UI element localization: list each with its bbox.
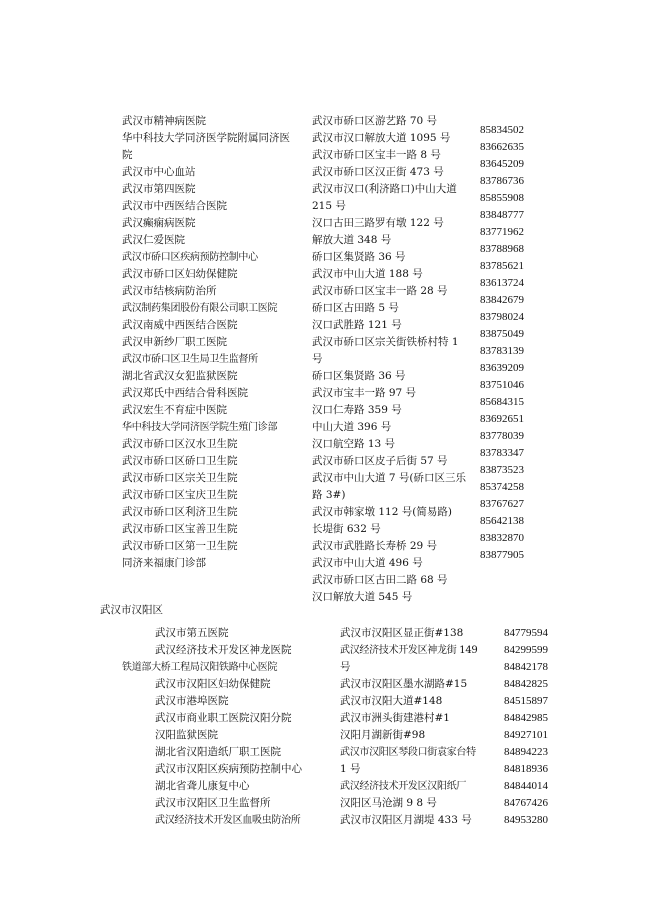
hospital-address: 武汉市汉阳区显正街#138 bbox=[340, 627, 464, 639]
hospital-name: 武汉市硚口区汉水卫生院 bbox=[122, 438, 238, 450]
hospital-name: 武汉癫痫病医院 bbox=[122, 217, 196, 229]
hospital-address: 武汉市洲头街建港村#1 bbox=[340, 712, 450, 724]
hospital-phone: 84844014 bbox=[504, 780, 548, 792]
hospital-name: 武汉市硚口区宗关卫生院 bbox=[122, 472, 238, 484]
hospital-address: 中山大道 396 号 bbox=[312, 421, 392, 433]
hospital-phone: 83785621 bbox=[480, 260, 524, 272]
hospital-address: 汉口仁寿路 359 号 bbox=[312, 404, 402, 416]
hospital-phone: 83613724 bbox=[480, 277, 524, 289]
hospital-address: 武汉市汉阳区月湖堤 433 号 bbox=[340, 814, 472, 826]
hospital-name: 武汉市结核病防治所 bbox=[122, 285, 217, 297]
hospital-name: 武汉市硚口区第一卫生院 bbox=[122, 540, 238, 552]
hospital-phone: 83783347 bbox=[480, 447, 524, 459]
hospital-name: 湖北省武汉女犯监狱医院 bbox=[122, 370, 238, 382]
hospital-phone: 85855908 bbox=[480, 192, 524, 204]
hospital-name: 同济来福康门诊部 bbox=[122, 557, 206, 569]
hospital-phone: 83751046 bbox=[480, 379, 524, 391]
hospital-address: 汉口古田三路罗有墩 122 号 bbox=[312, 217, 444, 229]
hospital-name: 武汉市汉阳区疾病预防控制中心 bbox=[155, 763, 302, 775]
hospital-phone: 83877905 bbox=[480, 549, 524, 561]
hospital-phone: 84842178 bbox=[504, 661, 548, 673]
hospital-name: 武汉仁爱医院 bbox=[122, 234, 185, 246]
hospital-name: 武汉市汉阳区卫生监督所 bbox=[155, 797, 271, 809]
hospital-phone: 83788968 bbox=[480, 243, 524, 255]
hospital-address: 武汉经济技术开发区神龙街 149 bbox=[340, 645, 478, 656]
hospital-address: 215 号 bbox=[312, 200, 346, 212]
hospital-address: 武汉市汉口解放大道 1095 号 bbox=[312, 132, 451, 144]
hospital-address: 号 bbox=[312, 353, 323, 365]
hospital-phone: 83639209 bbox=[480, 362, 524, 374]
hospital-phone: 83692651 bbox=[480, 413, 524, 425]
hospital-address: 汉阳区马沧湖 9 8 号 bbox=[340, 797, 437, 809]
hospital-address: 汉口解放大道 545 号 bbox=[312, 591, 413, 603]
hospital-address: 武汉市中山大道 188 号 bbox=[312, 268, 423, 280]
hospital-address: 武汉市硚口区宝丰一路 8 号 bbox=[312, 149, 441, 161]
hospital-address: 武汉市硚口区汉正街 473 号 bbox=[312, 166, 444, 178]
hospital-name: 武汉南威中西医结合医院 bbox=[122, 319, 238, 331]
hospital-phone: 83771962 bbox=[480, 226, 524, 238]
hospital-address: 武汉市武胜路长寿桥 29 号 bbox=[312, 540, 438, 552]
hospital-name: 武汉市硚口区宝庆卫生院 bbox=[122, 489, 238, 501]
hospital-name: 湖北省聋儿康复中心 bbox=[155, 780, 250, 792]
hospital-address: 硚口区集贤路 36 号 bbox=[312, 370, 406, 382]
hospital-name: 武汉市第五医院 bbox=[155, 627, 229, 639]
hospital-phone: 84842825 bbox=[504, 678, 548, 690]
hospital-phone: 84779594 bbox=[504, 627, 548, 639]
hospital-name: 武汉市港埠医院 bbox=[155, 695, 229, 707]
hospital-phone: 84299599 bbox=[504, 644, 548, 656]
hospital-name: 湖北省汉阳造纸厂职工医院 bbox=[155, 746, 281, 758]
hospital-address: 解放大道 348 号 bbox=[312, 234, 392, 246]
hospital-name: 武汉市硚口区宝善卫生院 bbox=[122, 523, 238, 535]
hospital-name: 武汉经济技术开发区神龙医院 bbox=[155, 644, 292, 656]
hospital-name: 武汉申新纱厂职工医院 bbox=[122, 336, 227, 348]
hospital-address: 武汉市汉口(利济路口)中山大道 bbox=[312, 183, 457, 195]
hospital-name: 院 bbox=[122, 149, 133, 161]
hospital-phone: 83848777 bbox=[480, 209, 524, 221]
hospital-phone: 84953280 bbox=[504, 814, 548, 826]
hospital-phone: 83645209 bbox=[480, 158, 524, 170]
hospital-address: 武汉市汉阳区琴段口街袁家台特 bbox=[340, 747, 476, 758]
hospital-address: 汉口武胜路 121 号 bbox=[312, 319, 402, 331]
hospital-phone: 83798024 bbox=[480, 311, 524, 323]
hospital-phone: 83786736 bbox=[480, 175, 524, 187]
hospital-phone: 84515897 bbox=[504, 695, 548, 707]
hospital-phone: 83842679 bbox=[480, 294, 524, 306]
hospital-address: 武汉市汉阳区墨水湖路#15 bbox=[340, 678, 468, 690]
hospital-phone: 83778039 bbox=[480, 430, 524, 442]
hospital-name: 华中科技大学同济医学院附属同济医 bbox=[122, 132, 290, 144]
hospital-name: 武汉郑氏中西结合骨科医院 bbox=[122, 387, 248, 399]
hospital-address: 汉口航空路 13 号 bbox=[312, 438, 396, 450]
hospital-address: 路 3#) bbox=[312, 489, 346, 501]
hospital-address: 武汉市韩家墩 112 号(简易路) bbox=[312, 506, 452, 518]
hospital-address: 武汉市硚口区游艺路 70 号 bbox=[312, 115, 438, 127]
hospital-name: 武汉市第四医院 bbox=[122, 183, 196, 195]
district-heading: 武汉市汉阳区 bbox=[100, 604, 163, 616]
hospital-address: 1 号 bbox=[340, 763, 361, 775]
hospital-address: 汉阳月湖新街#98 bbox=[340, 729, 426, 741]
hospital-address: 武汉市汉阳大道#148 bbox=[340, 695, 443, 707]
hospital-address: 号 bbox=[340, 661, 351, 673]
hospital-name: 武汉宏生不育症中医院 bbox=[122, 404, 227, 416]
hospital-name: 武汉市硚口区利济卫生院 bbox=[122, 506, 238, 518]
hospital-name: 武汉制药集团股份有限公司职工医院 bbox=[122, 303, 278, 314]
hospital-address: 武汉市硚口区宗关街铁桥村特 1 bbox=[312, 336, 459, 348]
hospital-phone: 85374258 bbox=[480, 481, 524, 493]
hospital-name: 武汉市中心血站 bbox=[122, 166, 196, 178]
hospital-phone: 83662635 bbox=[480, 141, 524, 153]
hospital-phone: 85834502 bbox=[480, 124, 524, 136]
hospital-phone: 84767426 bbox=[504, 797, 548, 809]
hospital-address: 武汉市宝丰一路 97 号 bbox=[312, 387, 417, 399]
hospital-name: 武汉市中西医结合医院 bbox=[122, 200, 227, 212]
hospital-name: 华中科技大学同济医学院生殖门诊部 bbox=[122, 422, 278, 433]
hospital-phone: 83875049 bbox=[480, 328, 524, 340]
hospital-phone: 85684315 bbox=[480, 396, 524, 408]
hospital-phone: 83873523 bbox=[480, 464, 524, 476]
hospital-address: 长堤街 632 号 bbox=[312, 523, 381, 535]
hospital-phone: 85642138 bbox=[480, 515, 524, 527]
hospital-name: 武汉市硚口区疾病预防控制中心 bbox=[122, 252, 258, 263]
hospital-phone: 84927101 bbox=[504, 729, 548, 741]
hospital-address: 武汉市中山大道 496 号 bbox=[312, 557, 423, 569]
hospital-name: 武汉市精神病医院 bbox=[122, 115, 206, 127]
hospital-address: 硚口区古田路 5 号 bbox=[312, 302, 399, 314]
hospital-name: 汉阳监狱医院 bbox=[155, 729, 218, 741]
hospital-address: 硚口区集贤路 36 号 bbox=[312, 251, 406, 263]
hospital-name: 铁道部大桥工程局汉阳铁路中心医院 bbox=[122, 662, 278, 673]
hospital-address: 武汉市中山大道 7 号(硚口区三乐 bbox=[312, 472, 466, 484]
hospital-name: 武汉市硚口区妇幼保健院 bbox=[122, 268, 238, 280]
hospital-name: 武汉市汉阳区妇幼保健院 bbox=[155, 678, 271, 690]
hospital-name: 武汉经济技术开发区血吸虫防治所 bbox=[155, 815, 301, 826]
hospital-phone: 83832870 bbox=[480, 532, 524, 544]
hospital-phone: 83783139 bbox=[480, 345, 524, 357]
hospital-phone: 84894223 bbox=[504, 746, 548, 758]
hospital-name: 武汉市硚口区硚口卫生院 bbox=[122, 455, 238, 467]
hospital-name: 武汉市商业职工医院汉阳分院 bbox=[155, 712, 292, 724]
hospital-address: 武汉市硚口区皮子后街 57 号 bbox=[312, 455, 448, 467]
hospital-phone: 84818936 bbox=[504, 763, 548, 775]
hospital-address: 武汉市硚口区古田二路 68 号 bbox=[312, 574, 448, 586]
hospital-address: 武汉市硚口区宝丰一路 28 号 bbox=[312, 285, 448, 297]
hospital-phone: 84842985 bbox=[504, 712, 548, 724]
hospital-name: 武汉市硚口区卫生局卫生监督所 bbox=[122, 354, 258, 365]
hospital-phone: 83767627 bbox=[480, 498, 524, 510]
hospital-address: 武汉经济技术开发区汉阳纸厂 bbox=[340, 781, 467, 792]
